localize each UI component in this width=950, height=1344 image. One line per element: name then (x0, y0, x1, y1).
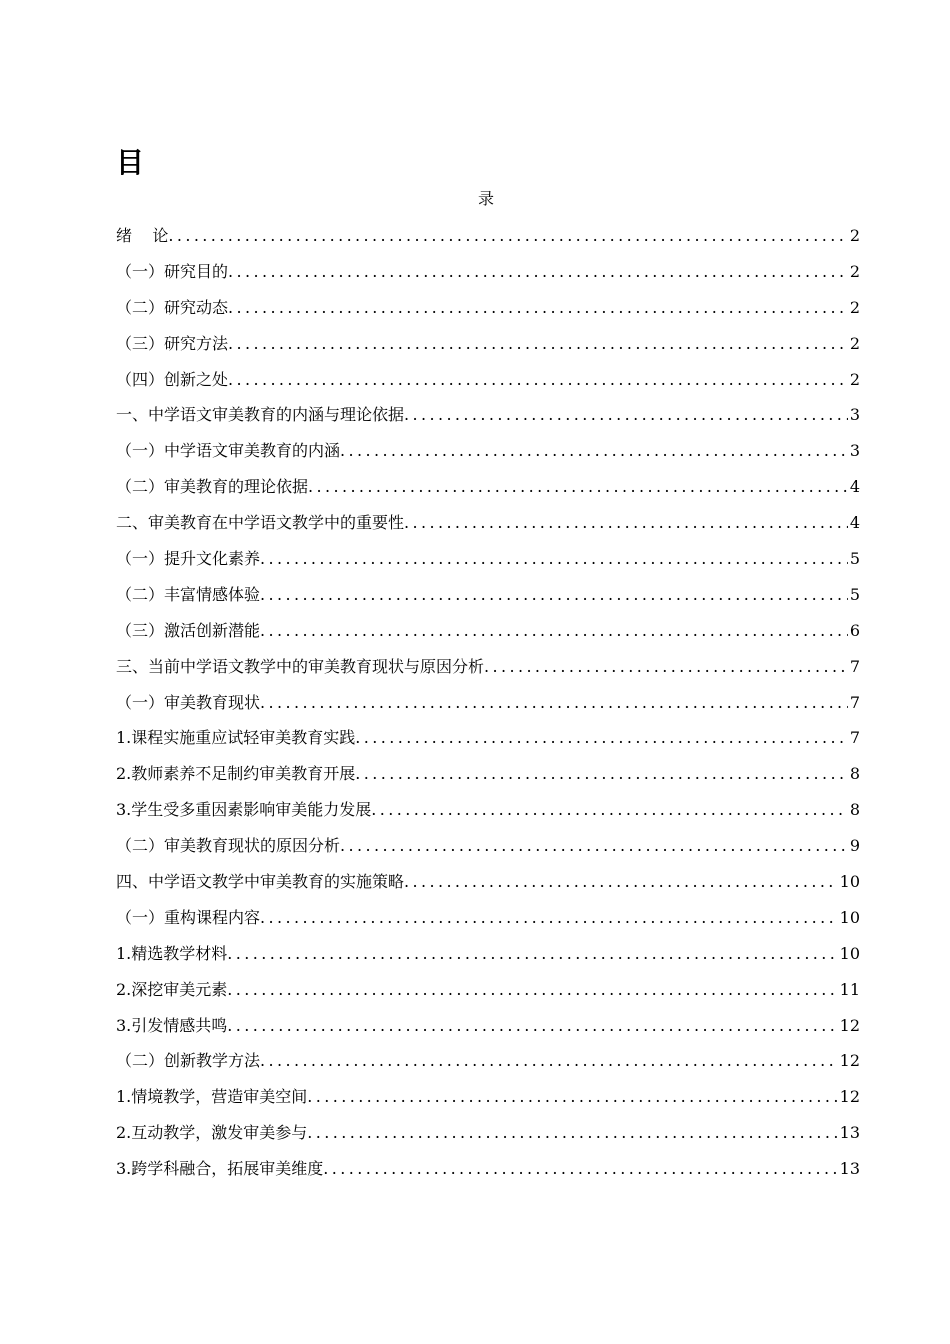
toc-entry-label: 四、中学语文教学中审美教育的实施策略 (116, 872, 405, 892)
toc-entry[interactable] (116, 1158, 860, 1194)
toc-leader-dots (404, 404, 848, 426)
toc-entry[interactable] (116, 727, 860, 763)
toc-leader-dots (404, 512, 848, 534)
toc-leader-dots (355, 727, 848, 749)
toc-entry[interactable] (116, 369, 860, 405)
toc-entry[interactable] (116, 584, 860, 620)
toc-entry[interactable] (116, 261, 860, 297)
toc-entry-label: （一）研究目的 (116, 261, 229, 281)
toc-page-number: 13 (839, 1123, 860, 1143)
toc-leader-dots (260, 907, 838, 929)
toc-leader-dots (260, 692, 848, 714)
toc-title-part2: 录 (477, 189, 494, 208)
toc-entry-label: （一）提升文化素养 (116, 549, 261, 569)
toc-entry[interactable] (116, 297, 860, 333)
toc-entry[interactable] (116, 943, 860, 979)
toc-entry[interactable] (116, 907, 860, 943)
toc-entry-label: （一）重构课程内容 (116, 907, 261, 927)
toc-page-number: 3 (849, 441, 860, 461)
toc-page-number: 13 (839, 1159, 860, 1179)
toc-page-number: 2 (849, 333, 860, 353)
toc-entry-label: 绪 论 (116, 226, 169, 245)
toc-entry-label: 3.引发情感共鸣 (116, 1015, 228, 1035)
toc-leader-dots (340, 835, 848, 857)
toc-page-number: 3 (849, 405, 860, 425)
toc-leader-dots (260, 584, 848, 606)
toc-entry-label: 1.课程实施重应试轻审美教育实践 (116, 728, 356, 748)
toc-entry-label: 1.精选教学材料 (116, 943, 228, 963)
toc-entry[interactable] (116, 225, 860, 261)
toc-page-number: 7 (849, 728, 860, 748)
toc-leader-dots (228, 261, 848, 283)
toc-leader-dots (371, 799, 848, 821)
toc-leader-dots (227, 943, 837, 965)
toc-leader-dots (323, 1158, 837, 1180)
toc-page-number: 2 (849, 261, 860, 281)
toc-entry-label: （二）审美教育现状的原因分析 (116, 836, 341, 856)
toc-entry[interactable] (116, 1050, 860, 1086)
toc-entry-label: （三）激活创新潜能 (116, 620, 261, 640)
toc-leader-dots (404, 871, 838, 893)
toc-entry-label: 2.互动教学，激发审美参与 (116, 1123, 308, 1143)
toc-entry[interactable] (116, 656, 860, 692)
toc-page-number: 5 (849, 549, 860, 569)
toc-page-number: 7 (849, 692, 860, 712)
toc-entry[interactable] (116, 620, 860, 656)
toc-entry[interactable] (116, 871, 860, 907)
toc-entry-label: （一）审美教育现状 (116, 692, 261, 712)
toc-leader-dots (307, 1086, 837, 1108)
toc-entry-label: （二）审美教育的理论依据 (116, 477, 309, 497)
toc-entry-label: 一、中学语文审美教育的内涵与理论依据 (116, 405, 405, 425)
toc-entry[interactable] (116, 692, 860, 728)
toc-entry-label: 1.情境教学，营造审美空间 (116, 1087, 308, 1107)
toc-entry[interactable] (116, 835, 860, 871)
toc-page-number: 10 (839, 872, 860, 892)
toc-entry-label: 3.学生受多重因素影响审美能力发展 (116, 800, 372, 820)
toc-leader-dots (340, 440, 848, 462)
toc-leader-dots (168, 225, 847, 247)
toc-entry-label: 二、审美教育在中学语文教学中的重要性 (116, 513, 405, 533)
toc-page-number: 9 (849, 836, 860, 856)
toc-entry[interactable] (116, 333, 860, 369)
toc-page-number: 2 (849, 226, 860, 245)
toc-entry[interactable] (116, 1086, 860, 1122)
toc-page-number: 8 (849, 800, 860, 820)
toc-leader-dots (228, 297, 848, 319)
toc-leader-dots (355, 763, 848, 785)
toc-entry-label: （二）创新教学方法 (116, 1051, 261, 1071)
toc-page-number: 6 (849, 620, 860, 640)
toc-page-number: 11 (839, 979, 860, 999)
toc-page-number: 4 (849, 513, 860, 533)
table-of-contents (116, 225, 860, 1194)
toc-leader-dots (307, 1122, 837, 1144)
toc-entry-label: （三）研究方法 (116, 333, 229, 353)
toc-entry-label: 3.跨学科融合，拓展审美维度 (116, 1159, 324, 1179)
toc-entry-label: 三、当前中学语文教学中的审美教育现状与原因分析 (116, 656, 485, 676)
toc-entry[interactable] (116, 763, 860, 799)
toc-page-number: 4 (849, 477, 860, 497)
toc-page-number: 8 (849, 764, 860, 784)
toc-page-number: 10 (839, 943, 860, 963)
toc-entry[interactable] (116, 1015, 860, 1051)
toc-leader-dots (484, 656, 848, 678)
toc-entry[interactable] (116, 404, 860, 440)
toc-page-number: 12 (839, 1015, 860, 1035)
toc-entry-label: 2.深挖审美元素 (116, 979, 228, 999)
toc-entry[interactable] (116, 548, 860, 584)
toc-entry-label: （二）丰富情感体验 (116, 584, 261, 604)
toc-entry[interactable] (116, 512, 860, 548)
toc-leader-dots (227, 1015, 837, 1037)
toc-page-number: 7 (849, 656, 860, 676)
toc-page-number: 10 (839, 907, 860, 927)
toc-entry-label: （二）研究动态 (116, 297, 229, 317)
toc-title-part1: 目 (116, 146, 145, 179)
toc-page-number: 12 (839, 1051, 860, 1071)
toc-entry[interactable] (116, 440, 860, 476)
toc-entry[interactable] (116, 799, 860, 835)
toc-leader-dots (228, 369, 848, 391)
toc-entry[interactable] (116, 979, 860, 1015)
toc-page-number: 2 (849, 369, 860, 389)
toc-page-number: 12 (839, 1087, 860, 1107)
toc-entry[interactable] (116, 476, 860, 512)
toc-entry-label: （四）创新之处 (116, 369, 229, 389)
toc-entry-label: 2.教师素养不足制约审美教育开展 (116, 764, 356, 784)
toc-leader-dots (260, 548, 848, 570)
toc-leader-dots (260, 1050, 838, 1072)
toc-leader-dots (228, 333, 848, 355)
toc-leader-dots (260, 620, 848, 642)
toc-leader-dots (308, 476, 848, 498)
toc-entry-label: （一）中学语文审美教育的内涵 (116, 441, 341, 461)
toc-page-number: 5 (849, 584, 860, 604)
toc-leader-dots (227, 979, 837, 1001)
toc-entry[interactable] (116, 1122, 860, 1158)
toc-page-number: 2 (849, 297, 860, 317)
